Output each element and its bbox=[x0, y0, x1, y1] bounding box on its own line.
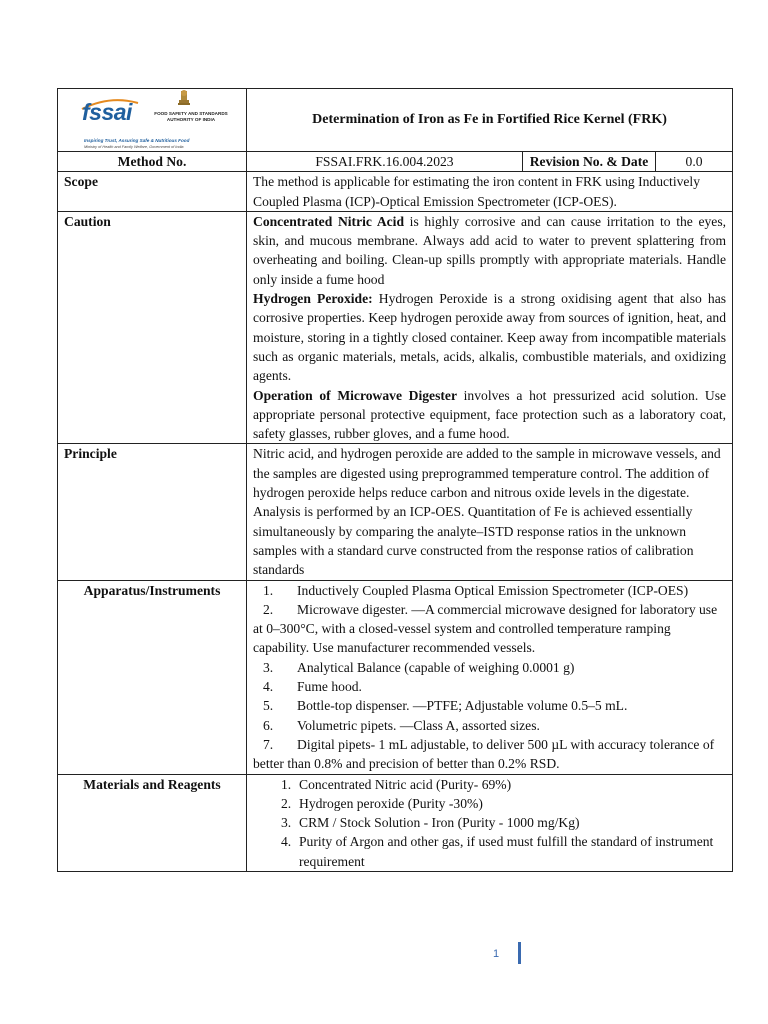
item-number: 5. bbox=[263, 698, 274, 714]
caution-label: Caution bbox=[58, 211, 247, 444]
apparatus-item bbox=[253, 716, 726, 735]
item-number: 4. bbox=[281, 834, 292, 850]
scope-label: Scope bbox=[58, 172, 247, 212]
caution-text: Hydrogen Peroxide is a strong oxidising agent that also has corrosive properties. Keep hydrogen peroxide away from sources of ignition, heat, and moisture, storing in a tightly closed container. Keep away from incompatible materials such as organic materials, metals, acids, alkalis, combustible materials, and oxidizing agents. bbox=[253, 291, 727, 384]
item-text: Hydrogen peroxide (Purity -30%) bbox=[299, 795, 483, 811]
principle-text: Nitric acid, and hydrogen peroxide are added to the sample in microwave vessels, and the samples are digested using preprogrammed temperature control. The addition of hydrogen peroxide helps reduce carbon and nitrous oxide levels in the digestate. Analysis is performed by an ICP-OES. Quantitation of Fe is achieved essentially simultaneously by comparing the analyte–ISTD response ratios in the unknown samples with a standard curve constructed from the response ratios of calibration standards bbox=[247, 444, 733, 580]
revision-label: Revision No. & Date bbox=[523, 152, 656, 172]
apparatus-item bbox=[253, 735, 726, 774]
apparatus-item bbox=[253, 600, 726, 658]
method-document-table bbox=[57, 88, 733, 872]
item-text: Inductively Coupled Plasma Optical Emission Spectrometer (ICP-OES) bbox=[297, 582, 689, 598]
item-number: 1. bbox=[281, 776, 292, 792]
principle-row bbox=[58, 444, 733, 580]
caution-heading: Operation of Microwave Digester bbox=[253, 387, 457, 403]
item-text: Fume hood. bbox=[297, 679, 362, 695]
caution-item bbox=[253, 386, 726, 444]
revision-value: 0.0 bbox=[656, 152, 733, 172]
item-text: CRM / Stock Solution - Iron (Purity - 1000 mg/Kg) bbox=[299, 815, 580, 831]
apparatus-item bbox=[253, 581, 726, 600]
national-emblem-icon bbox=[176, 89, 192, 111]
apparatus-item bbox=[253, 677, 726, 696]
document-title: Determination of Iron as Fe in Fortified Rice Kernel (FRK) bbox=[247, 89, 733, 152]
item-number: 3. bbox=[281, 815, 292, 831]
logo-ministry: Ministry of Health and Family Welfare, Government of India bbox=[84, 145, 184, 149]
caution-text: is highly corrosive and can cause irritation to the eyes, skin, and mucous membrane. Always add acid to water to prevent splattering from overheating and boiling. Clean-up spills promptly with appropriate materials. Handle only inside a fume hood bbox=[253, 213, 727, 287]
apparatus-item bbox=[253, 696, 726, 715]
item-text: Digital pipets- 1 mL adjustable, to deliver 500 µL with accuracy tolerance of better than 0.8% and precision of better than 0.2% RSD. bbox=[253, 736, 715, 772]
item-number: 4. bbox=[263, 679, 274, 695]
materials-row bbox=[58, 774, 733, 871]
header-row bbox=[58, 89, 733, 152]
logo-tagline: Inspiring Trust, Assuring Safe & Nutritious Food bbox=[84, 138, 190, 143]
page-number: 1 bbox=[493, 948, 500, 960]
item-text: Bottle-top dispenser. —PTFE; Adjustable volume 0.5–5 mL. bbox=[297, 698, 628, 714]
caution-heading: Concentrated Nitric Acid bbox=[253, 213, 405, 229]
item-text: Microwave digester. —A commercial microwave designed for laboratory use at 0–300°C, with a closed-vessel system and controlled temperature ramping capability. Use manufacturer recommended vessels. bbox=[253, 601, 718, 656]
scope-text: The method is applicable for estimating the iron content in FRK using Inductively Coupled Plasma (ICP)-Optical Emission Spectrometer (ICP-OES). bbox=[247, 172, 733, 212]
method-no-value: FSSAI.FRK.16.004.2023 bbox=[247, 152, 523, 172]
caution-item bbox=[253, 289, 726, 385]
item-text: Analytical Balance (capable of weighing 0.0001 g) bbox=[297, 659, 575, 675]
item-text: Purity of Argon and other gas, if used must fulfill the standard of instrument requirement bbox=[299, 834, 714, 869]
logo-authority-name: FOOD SAFETY AND STANDARDS AUTHORITY OF INDIA bbox=[154, 111, 228, 122]
scope-row bbox=[58, 172, 733, 212]
apparatus-label: Apparatus/Instruments bbox=[58, 580, 247, 774]
caution-row bbox=[58, 211, 733, 444]
item-text: Volumetric pipets. —Class A, assorted sizes. bbox=[297, 717, 540, 733]
apparatus-list bbox=[247, 580, 733, 774]
fssai-logo bbox=[58, 89, 246, 151]
method-no-label: Method No. bbox=[58, 152, 247, 172]
materials-item bbox=[253, 775, 726, 794]
materials-item bbox=[253, 813, 726, 832]
item-number: 1. bbox=[263, 582, 274, 598]
item-number: 7. bbox=[263, 736, 274, 752]
item-number: 2. bbox=[281, 795, 292, 811]
caution-text: involves a hot pressurized acid solution. Use appropriate personal protective equipment, face protection such as a laboratory coat, safety glasses, rubber gloves, and a fume hood. bbox=[253, 387, 727, 442]
item-number: 6. bbox=[263, 717, 274, 733]
materials-item bbox=[253, 794, 726, 813]
item-number: 2. bbox=[263, 601, 274, 617]
footer-accent-bar bbox=[518, 942, 521, 964]
apparatus-item bbox=[253, 658, 726, 677]
caution-heading: Hydrogen Peroxide: bbox=[253, 291, 373, 307]
item-number: 3. bbox=[263, 659, 274, 675]
caution-item bbox=[253, 212, 726, 289]
logo-brand: fssai bbox=[82, 99, 132, 125]
materials-label: Materials and Reagents bbox=[58, 774, 247, 871]
materials-list bbox=[247, 774, 733, 871]
caution-content bbox=[247, 211, 733, 444]
logo-cell bbox=[58, 89, 247, 152]
materials-item bbox=[253, 832, 726, 871]
apparatus-row bbox=[58, 580, 733, 774]
item-text: Concentrated Nitric acid (Purity- 69%) bbox=[299, 776, 512, 792]
principle-label: Principle bbox=[58, 444, 247, 580]
